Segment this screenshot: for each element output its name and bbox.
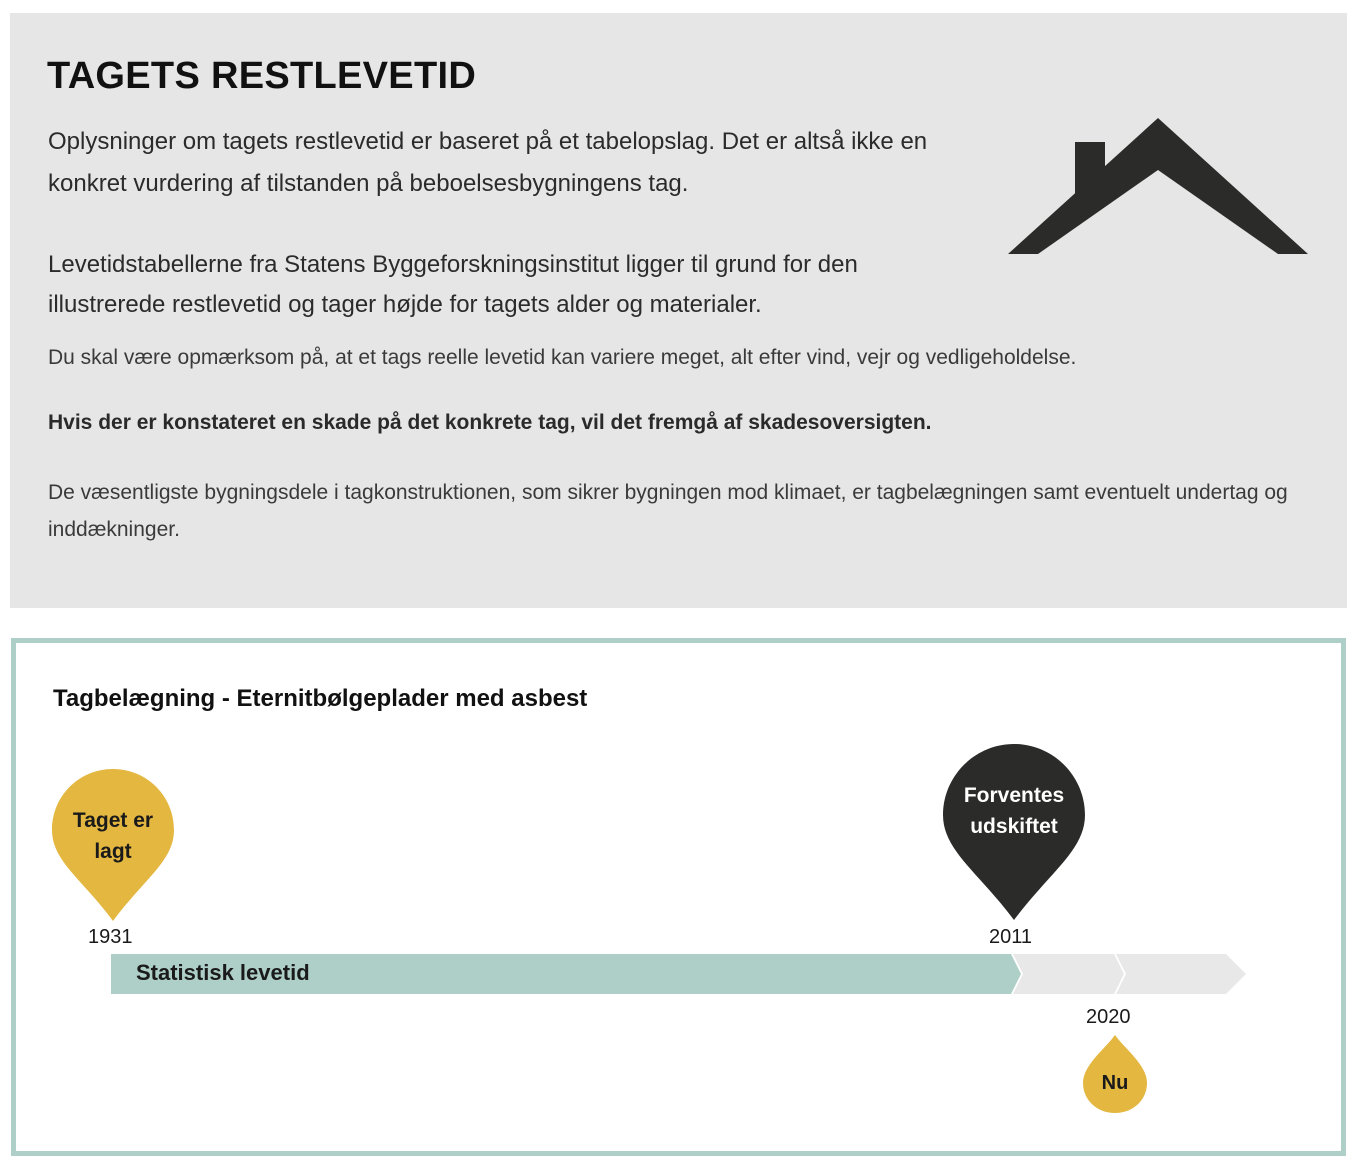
roof-material-title: Tagbelægning - Eternitbølgeplader med asbest xyxy=(53,685,588,712)
replacement-marker-label: Forventes udskiftet xyxy=(963,784,1065,838)
lifetime-bar-label: Statistisk levetid xyxy=(136,960,310,985)
built-marker xyxy=(52,769,174,921)
damage-note: Hvis der er konstateret en skade på det konkrete tag, vil det fremgå af skadesoversigten. xyxy=(48,411,932,434)
roof-info-panel xyxy=(10,13,1347,608)
current-year: 2020 xyxy=(1086,1006,1131,1028)
roof-lifetime-timeline xyxy=(11,638,1346,1156)
components-paragraph: De væsentligste bygningsdele i tagkonstruktionen, som sikrer bygningen mod klimaet, er tagbelægningen samt eventuelt undertag og inddækninger. xyxy=(48,481,1288,541)
replacement-year: 2011 xyxy=(989,926,1033,948)
tables-paragraph: Levetidstabellerne fra Statens Byggeforskningsinstitut ligger til grund for den illustrerede restlevetid og tager højde for tagets alder og materialer. xyxy=(48,251,858,318)
page-title: TAGETS RESTLEVETID xyxy=(47,55,477,97)
now-marker-label: Nu xyxy=(1101,1072,1129,1094)
built-year: 1931 xyxy=(88,926,133,948)
now-marker xyxy=(1083,1035,1147,1113)
replacement-marker xyxy=(943,744,1085,920)
house-roof-icon xyxy=(1008,118,1310,254)
variance-paragraph: Du skal være opmærksom på, at et tags reelle levetid kan variere meget, alt efter vind, vejr og vedligeholdelse. xyxy=(48,346,1077,369)
intro-paragraph: Oplysninger om tagets restlevetid er baseret på et tabelopslag. Det er altså ikke en konkret vurdering af tilstanden på beboelsesbygningens tag. xyxy=(48,128,928,197)
built-marker-label: Taget er lagt xyxy=(72,809,154,863)
